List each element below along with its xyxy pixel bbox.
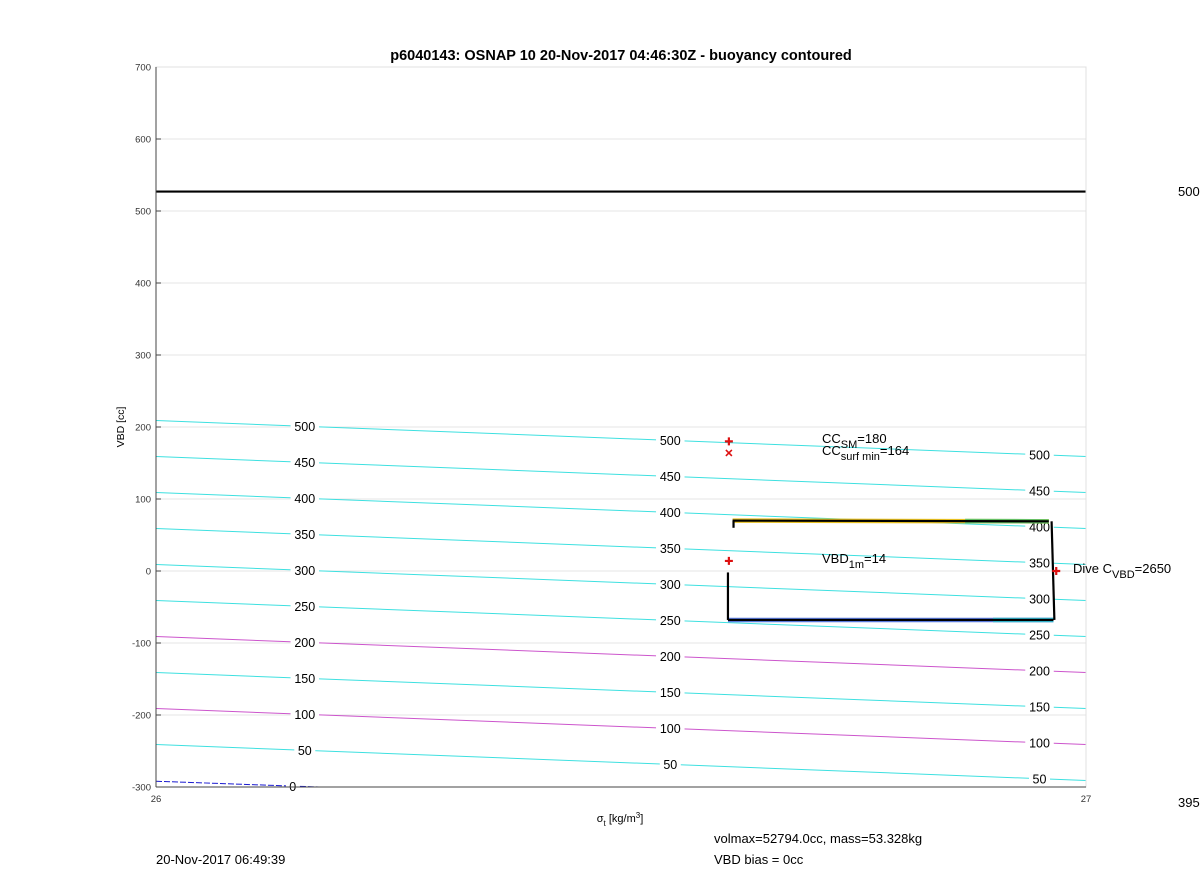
contour-label: 300 xyxy=(294,563,316,578)
contour-label: 350 xyxy=(1029,556,1050,571)
contour-label: 450 xyxy=(1029,484,1050,499)
contour-label: 200 xyxy=(1029,664,1050,679)
vbd-1m-annotation: $VBD_{1m}=14$ xyxy=(822,551,887,571)
y-tick-label: 500 xyxy=(135,206,151,218)
cc-sm-annotation: $CC_{SM}=180$ xyxy=(822,431,887,451)
contour-label: 250 xyxy=(1029,628,1050,643)
contour-label: 150 xyxy=(294,671,316,686)
y-tick-label: -100 xyxy=(131,638,151,650)
vbd-bias-label: VBD bias = 0cc xyxy=(714,852,804,867)
volmax-label: volmax=52794.0cc, mass=53.328kg xyxy=(714,831,923,846)
contour-label: 150 xyxy=(1029,700,1050,715)
contour-label: 400 xyxy=(1029,520,1050,535)
trace-top xyxy=(733,521,1049,522)
contour-label: 250 xyxy=(294,599,316,614)
contour-label: 250 xyxy=(659,614,681,629)
y-tick-label: 0 xyxy=(145,566,151,578)
dive-cvbd-annotation: Dive $C_{VBD}=2650$ xyxy=(1073,561,1172,581)
contour-label: 100 xyxy=(294,707,316,722)
right-axis-bottom-label: 395 xyxy=(1178,795,1200,810)
chart-title: p6040143: OSNAP 10 20-Nov-2017 04:46:30Z - buoyancy contoured xyxy=(390,48,852,64)
contour-label: 50 xyxy=(297,743,312,758)
contour-label: 400 xyxy=(659,506,681,521)
contour-label: 300 xyxy=(659,578,681,593)
contour-label: 500 xyxy=(294,419,316,434)
contour-label: 200 xyxy=(294,635,316,650)
y-tick-label: 400 xyxy=(135,278,151,290)
contour-label: 450 xyxy=(294,455,316,470)
y-tick-label: -200 xyxy=(131,710,151,722)
contour-label: 400 xyxy=(294,491,316,506)
contour-label: 150 xyxy=(659,686,681,701)
y-tick-label: 600 xyxy=(135,134,151,146)
y-axis-label: VBD [cc] xyxy=(115,406,127,448)
contour-label: 50 xyxy=(1032,772,1047,787)
contour-label: 0 xyxy=(289,779,297,794)
contour-label: 50 xyxy=(663,758,678,773)
cc-surf-min-annotation: $CC_{surf min}=164$ xyxy=(822,443,910,463)
contour-label: 500 xyxy=(659,434,681,449)
x-tick-label: 26 xyxy=(150,794,162,805)
contour-label: 500 xyxy=(1029,448,1050,463)
y-tick-label: 100 xyxy=(135,494,151,506)
contour-label: 450 xyxy=(659,470,681,485)
timestamp-label: 20-Nov-2017 06:49:39 xyxy=(156,852,286,867)
contour-label: 350 xyxy=(659,542,681,557)
right-axis-top-label: 500 xyxy=(1178,184,1200,199)
contour-label: 200 xyxy=(659,650,681,665)
x-axis-label: $\sigma_t$ $[kg/m^3]$ xyxy=(596,811,644,828)
contour-label: 350 xyxy=(294,527,316,542)
x-tick-label: 27 xyxy=(1080,794,1092,805)
contour-label: 100 xyxy=(659,722,681,737)
y-tick-label: -300 xyxy=(131,782,151,794)
y-tick-label: 300 xyxy=(135,350,151,362)
contour-label: 100 xyxy=(1029,736,1050,751)
y-tick-label: 200 xyxy=(135,422,151,434)
y-tick-label: 700 xyxy=(135,62,151,74)
contour-label: 300 xyxy=(1029,592,1050,607)
